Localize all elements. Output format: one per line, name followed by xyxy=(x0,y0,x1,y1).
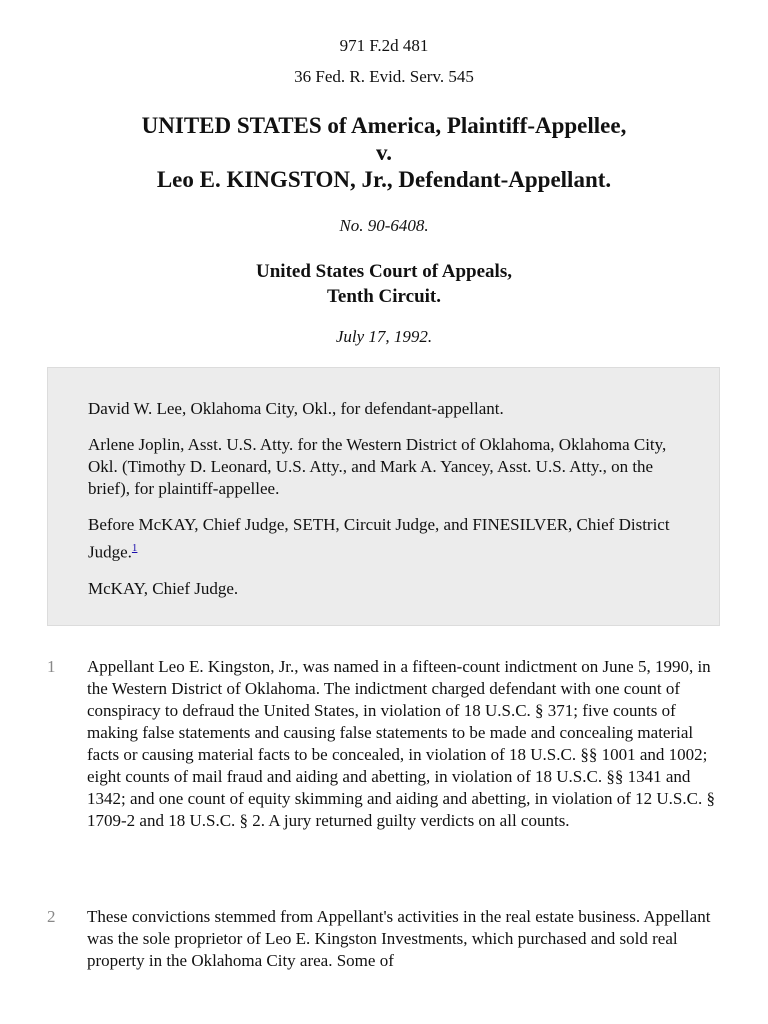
court-line-1: United States Court of Appeals, xyxy=(256,261,512,282)
opinion-author: McKAY, Chief Judge. xyxy=(88,578,239,598)
counsel-panel xyxy=(47,367,720,626)
caption-defendant: Leo E. KINGSTON, Jr., Defendant-Appellant. xyxy=(156,167,612,192)
opinion-paragraph xyxy=(47,656,720,832)
paragraph-number: 1 xyxy=(47,657,56,676)
opinion-paragraph xyxy=(47,906,720,972)
plaintiff-counsel: Arlene Joplin, Asst. U.S. Atty. for the Western District of Oklahoma, Oklahoma City, Okl. (Timothy D. Leonard, U.S. Atty., and Mark A. Yancey, Asst. U.S. Atty., on the brief), for plaintiff-appellee. xyxy=(88,435,667,498)
paragraph-number: 2 xyxy=(47,907,56,926)
court-name xyxy=(0,259,768,309)
caption-versus: v. xyxy=(376,140,392,165)
citation-reporter: 971 F.2d 481 xyxy=(339,36,429,55)
case-caption xyxy=(0,112,768,193)
decision-date: July 17, 1992. xyxy=(335,327,433,346)
paragraph-text: These convictions stemmed from Appellant's activities in the real estate business. Appellant was the sole proprietor of Leo E. Kingston Investments, which purchased and sold real property in the Oklahoma City area. Some of xyxy=(87,907,711,970)
defendant-counsel: David W. Lee, Oklahoma City, Okl., for defendant-appellant. xyxy=(88,399,504,418)
judges-panel-text: Before McKAY, Chief Judge, SETH, Circuit Judge, and FINESILVER, Chief District Judge. xyxy=(88,515,670,562)
citation-evidence-service: 36 Fed. R. Evid. Serv. 545 xyxy=(294,67,474,86)
docket-number: No. 90-6408. xyxy=(339,216,429,235)
judges-panel xyxy=(88,514,679,564)
footnote-link[interactable]: 1 xyxy=(131,542,138,554)
paragraph-text: Appellant Leo E. Kingston, Jr., was named in a fifteen-count indictment on June 5, 1990, in the Western District of Oklahoma. The indictment charged defendant with one count of conspiracy to defraud the United States, in violation of 18 U.S.C. § 371; five counts of making false statements and causing false statements to be made and concealing material facts or causing material facts to be concealed, in violation of 18 U.S.C. §§ 1001 and 1002; eight counts of mail fraud and aiding and abetting, in violation of 18 U.S.C. §§ 1341 and 1342; and one count of equity skimming and aiding and abetting, in violation of 12 U.S.C. § 1709-2 and 18 U.S.C. § 2. A jury returned guilty verdicts on all counts. xyxy=(87,657,715,830)
court-line-2: Tenth Circuit. xyxy=(326,286,442,307)
caption-plaintiff: UNITED STATES of America, Plaintiff-Appellee, xyxy=(141,113,627,138)
